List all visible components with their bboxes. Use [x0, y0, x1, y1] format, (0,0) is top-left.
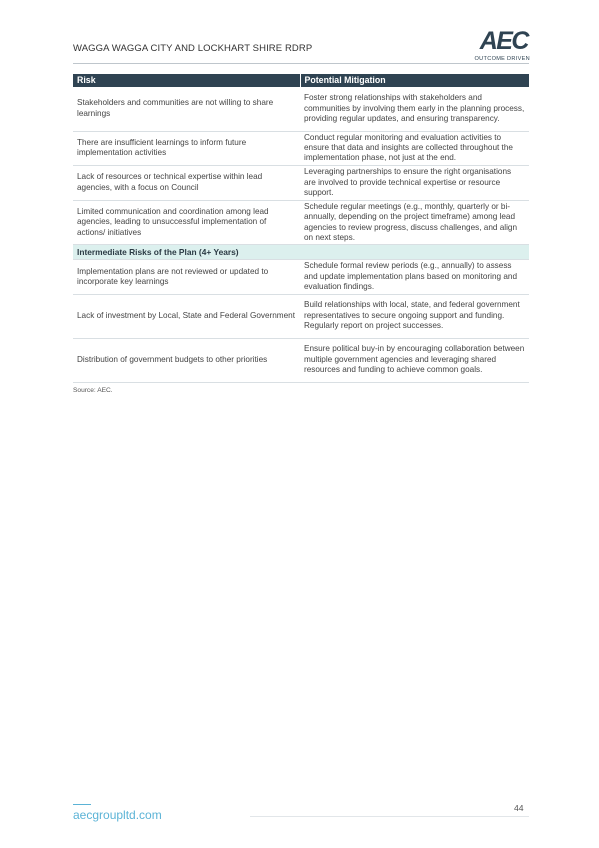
mitigation-cell: Conduct regular monitoring and evaluation activities to ensure that data and insights are collected throughout the implementation phase, not just at the end.	[300, 131, 529, 165]
risk-cell: Lack of resources or technical expertise within lead agencies, with a focus on Council	[73, 165, 300, 200]
risk-cell: Limited communication and coordination among lead agencies, leading to unsuccessful implementation of actions/ initiatives	[73, 200, 300, 245]
mitigation-cell: Schedule regular meetings (e.g., monthly, quarterly or bi-annually, depending on the project timeframe) among lead agencies to review progress, discuss challenges, and align on next steps.	[300, 200, 529, 245]
risk-mitigation-table	[73, 74, 529, 383]
mitigation-cell: Build relationships with local, state, and federal government representatives to secure ongoing support and funding. Regularly report on project successes.	[300, 294, 529, 338]
mitigation-cell: Schedule formal review periods (e.g., annually) to assess and update implementation plans based on monitoring and evaluation findings.	[300, 260, 529, 294]
footer-website: aecgroupltd.com	[73, 808, 162, 822]
table-row	[73, 131, 529, 165]
source-note: Source: AEC.	[73, 387, 113, 394]
mitigation-cell: Foster strong relationships with stakeholders and communities by involving them early in the planning process, providing regular updates, and ensuring transparency.	[300, 87, 529, 131]
document-header-title: WAGGA WAGGA CITY AND LOCKHART SHIRE RDRP	[73, 43, 313, 54]
risk-cell: Stakeholders and communities are not willing to share learnings	[73, 87, 300, 131]
mitigation-cell: Leveraging partnerships to ensure the right organisations are involved to provide technical expertise or resource support.	[300, 165, 529, 200]
risk-cell: Distribution of government budgets to other priorities	[73, 338, 300, 382]
column-header-mitigation: Potential Mitigation	[300, 74, 529, 87]
table-header-row	[73, 74, 529, 87]
logo-wordmark: AEC	[479, 27, 528, 55]
table-row	[73, 165, 529, 200]
table-row	[73, 338, 529, 382]
risk-cell: Lack of investment by Local, State and Federal Government	[73, 294, 300, 338]
footer-accent-line	[73, 804, 91, 805]
table-row	[73, 200, 529, 245]
page-number: 44	[514, 803, 524, 813]
aec-logo	[470, 29, 530, 65]
header-divider	[73, 63, 529, 64]
risk-cell: There are insufficient learnings to inform future implementation activities	[73, 131, 300, 165]
column-header-risk: Risk	[73, 74, 300, 87]
table-row	[73, 87, 529, 131]
logo-tagline: OUTCOME DRIVEN	[474, 56, 530, 62]
table-row	[73, 294, 529, 338]
section-heading-row	[73, 245, 529, 260]
risk-cell: Implementation plans are not reviewed or updated to incorporate key learnings	[73, 260, 300, 294]
footer-divider	[250, 816, 529, 817]
mitigation-cell: Ensure political buy-in by encouraging collaboration between multiple government agencies and leveraging shared resources and funding to achieve common goals.	[300, 338, 529, 382]
section-heading: Intermediate Risks of the Plan (4+ Years)	[73, 245, 529, 260]
table-row	[73, 260, 529, 294]
